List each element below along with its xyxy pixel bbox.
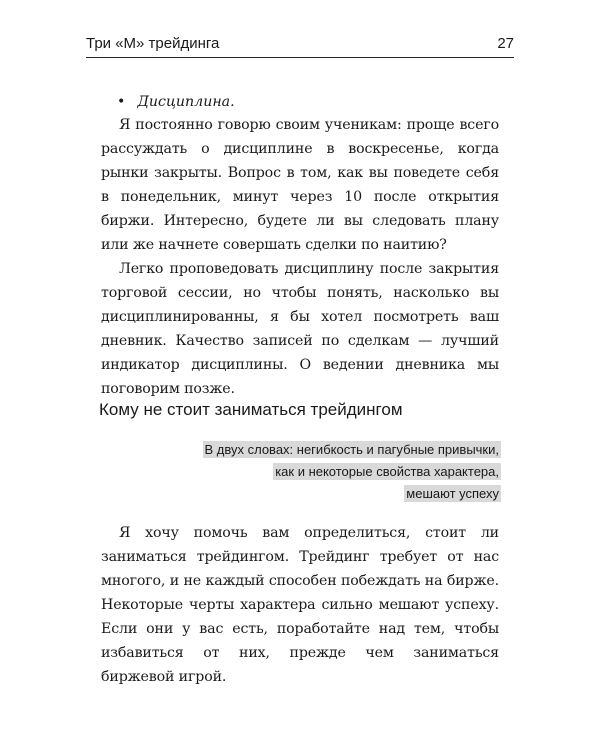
paragraph: Я постоянно говорю своим ученикам: проще всего рассуждать о дисциплине в воскресенье, когда рынки закрыты. Вопрос в том, как вы поведете себя в понедельник, минут через 10 после открытия биржи. Интересно, будете ли вы следовать плану или же начнете совершать сделки по наитию? bbox=[101, 117, 499, 253]
section-heading: Кому не стоит заниматься трейдингом bbox=[99, 400, 403, 419]
text-block-who-should-not bbox=[101, 521, 499, 689]
summary-line: В двух словах: негибкость и пагубные привычки, bbox=[204, 442, 499, 457]
paragraph: Я хочу помочь вам определиться, стоит ли заниматься трейдингом. Трейдинг требует от нас многого, и не каждый способен побеждать на бирже. Некоторые черты характера сильно мешают успеху. Если они у вас есть, поработайте над тем, чтобы избавиться от них, прежде чем заниматься биржевой игрой. bbox=[101, 525, 499, 685]
bullet-marker: • bbox=[117, 94, 126, 110]
running-header bbox=[86, 33, 514, 58]
summary-line: мешают успеху bbox=[406, 486, 499, 501]
text-block-discipline bbox=[101, 113, 499, 401]
running-header-title: Три «М» трейдинга bbox=[86, 35, 220, 52]
summary-line: как и некоторые свойства характера, bbox=[275, 464, 499, 479]
page-number: 27 bbox=[497, 35, 514, 52]
bullet-text: Дисциплина. bbox=[137, 94, 235, 110]
paragraph: Легко проповедовать дисциплину после закрытия торговой сессии, но чтобы понять, насколько вы дисциплинированны, я бы хотел посмотреть ваш дневник. Качество записей по сделкам — лучший индикатор дисциплины. О ведении дневника мы поговорим позже. bbox=[101, 261, 499, 397]
section-summary bbox=[181, 439, 501, 505]
bullet-item bbox=[117, 90, 235, 114]
